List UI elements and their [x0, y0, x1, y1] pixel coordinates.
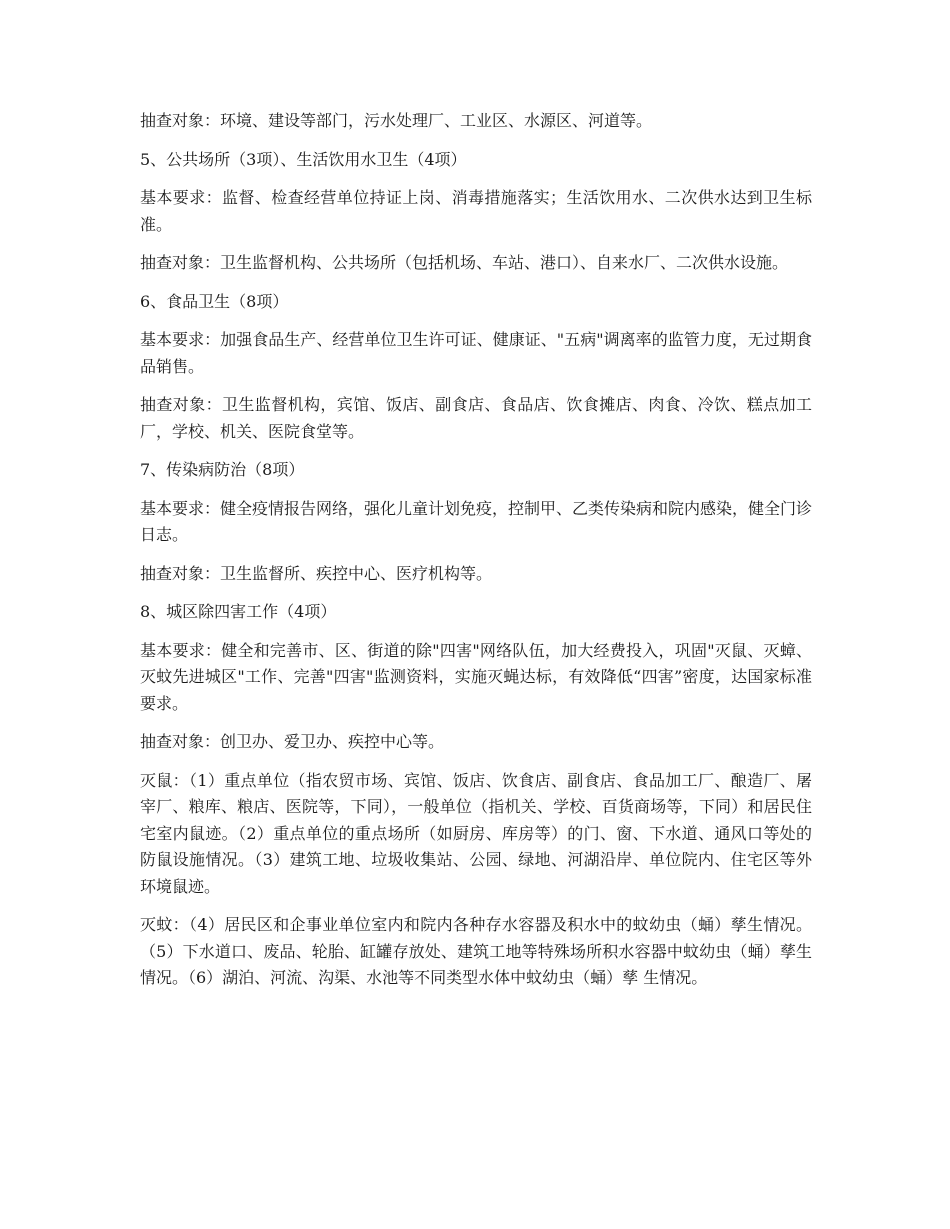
- heading-public-places-drinking-water: 5、公共场所（3项）、生活饮用水卫生（4项）: [140, 149, 467, 169]
- paragraph-mosquito-control: 灭蚊：（4）居民区和企事业单位室内和院内各种存水容器及积水中的蚊幼虫（蛹）孳生情况。（5）下水道口、废品、轮胎、缸罐存放处、建筑工地等特殊场所积水容器中蚊幼虫（蛹）孳生情况。（6）湖泊、河流、沟渠、水池等不同类型水体中蚊幼虫（蛹）孳 生情况。: [140, 915, 812, 987]
- paragraph-basic-requirements-pest: 基本要求：健全和完善市、区、街道的除"四害"网络队伍，加大经费投入，巩固"灭鼠、灭蟑、灭蚊先进城区"工作、完善"四害"监测资料，实施灭蝇达标，有效降低“四害”密度，达国家标准要求。: [140, 640, 812, 713]
- paragraph-inspection-targets-pest: 抽查对象：创卫办、爱卫办、疾控中心等。: [140, 732, 445, 751]
- paragraph-inspection-targets-disease: 抽查对象：卫生监督所、疾控中心、医疗机构等。: [140, 563, 493, 583]
- paragraph-basic-requirements-public-places: 基本要求：监督、检查经营单位持证上岗、消毒措施落实；生活饮用水、二次供水达到卫生标准。: [140, 188, 812, 234]
- paragraph-inspection-targets-environment: 抽查对象：环境、建设等部门，污水处理厂、工业区、水源区、河道等。: [140, 111, 653, 130]
- heading-infectious-disease: 7、传染病防治（8项）: [140, 460, 305, 479]
- paragraph-inspection-targets-food: 抽查对象：卫生监督机构，宾馆、饭店、副食店、食品店、饮食摊店、肉食、冷饮、糕点加工厂，学校、机关、医院食堂等。: [140, 395, 812, 441]
- paragraph-basic-requirements-disease: 基本要求：健全疫情报告网络，强化儿童计划免疫，控制甲、乙类传染病和院内感染，健全门诊日志。: [140, 498, 813, 544]
- heading-food-hygiene: 6、食品卫生（8项）: [140, 291, 289, 311]
- paragraph-basic-requirements-food: 基本要求：加强食品生产、经营单位卫生许可证、健康证、"五病"调离率的监管力度，无过期食品销售。: [140, 330, 812, 376]
- document-page: [140, 108, 812, 1004]
- heading-pest-control: 8、城区除四害工作（4项）: [140, 602, 337, 621]
- paragraph-inspection-targets-public-places: 抽查对象：卫生监督机构、公共场所（包括机场、车站、港口）、自来水厂、二次供水设施。: [140, 253, 789, 272]
- paragraph-rodent-control: 灭鼠：（1）重点单位（指农贸市场、宾馆、饭店、饮食店、副食店、食品加工厂、酿造厂、屠宰厂、粮库、粮店、医院等，下同），一般单位（指机关、学校、百货商场等，下同）和居民住宅室内鼠迹。（2）重点单位的重点场所（如厨房、库房等）的门、窗、下水道、通风口等处的防鼠设施情况。（3）建筑工地、垃圾收集站、公园、绿地、河湖沿岸、单位院内、住宅区等外环境鼠迹。: [140, 770, 812, 896]
